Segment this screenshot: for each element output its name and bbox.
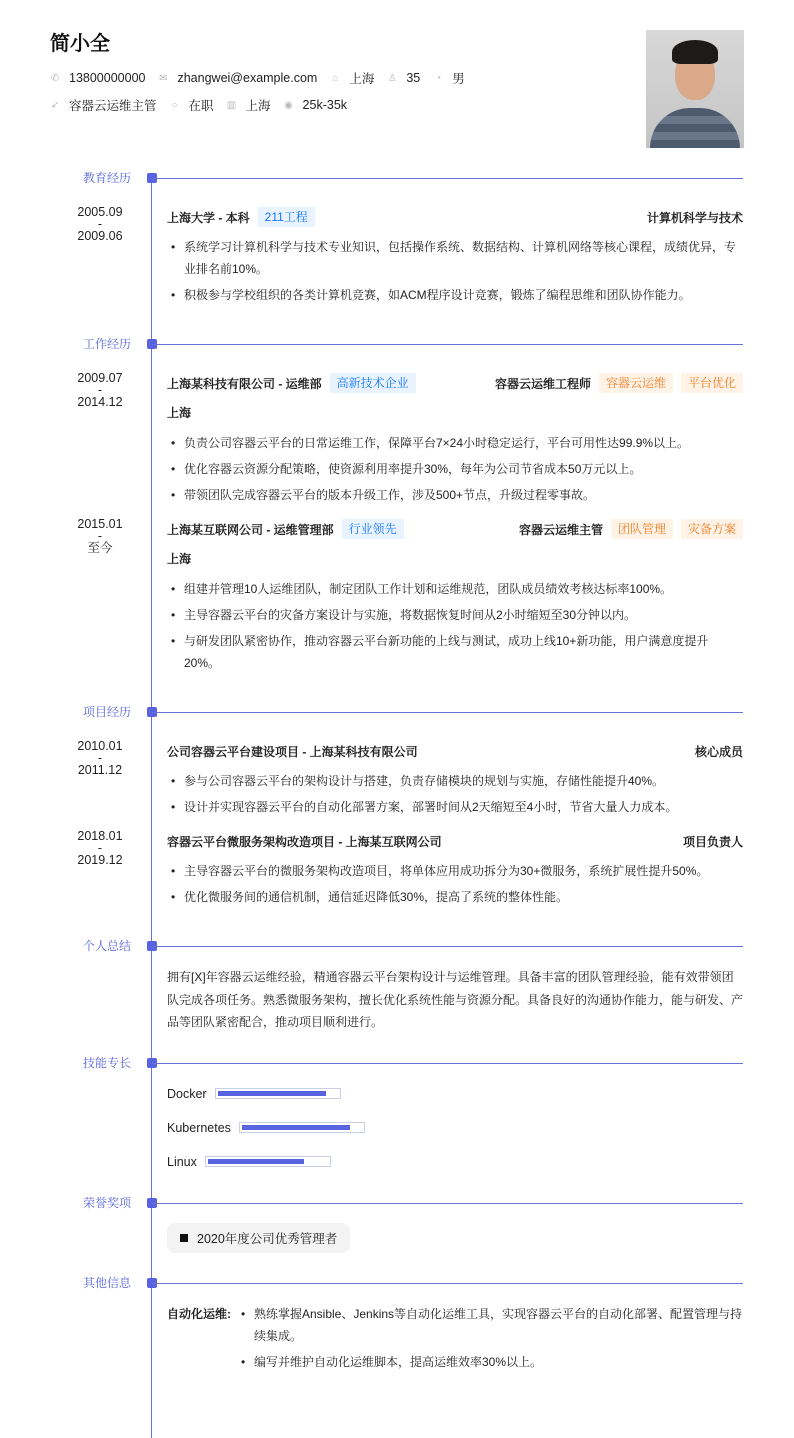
summary-text: 拥有[X]年容器云运维经验，精通容器云平台架构设计与运维管理。具备丰富的团队管理经验，能有效带领团队完成各项任务。熟悉微服务架构，擅长优化系统性能与资源分配。具备良好的沟通协作能力，能与研发、产品等团队紧密配合，推动项目顺利进行。 [167, 970, 744, 1029]
section-title: 个人总结 [83, 939, 132, 953]
section-education [0, 168, 794, 188]
honor-chip [167, 1223, 350, 1253]
building-icon: ▥ [226, 99, 237, 111]
divider [152, 1283, 743, 1284]
gender-icon: ◔ [435, 72, 442, 84]
work-entry [77, 371, 743, 506]
skill-bar-fill [242, 1125, 350, 1130]
education-entry [77, 205, 743, 306]
role: 容器云运维工程师 [494, 376, 591, 391]
role-tag: 平台优化 [681, 373, 743, 393]
section-title: 技能专长 [83, 1055, 132, 1070]
date-range: 2009.07 - 2014.12 [77, 371, 123, 409]
role-tag: 容器云运维 [599, 373, 673, 393]
status-icon: ○ [171, 99, 178, 111]
phone-icon: ✆ [50, 72, 60, 84]
candidate-name: 简小全 [50, 33, 110, 55]
list-item: • 设计并实现容器云平台的自动化部署方案，部署时间从2天缩短至4小时，节省大量人力成本。 [167, 796, 743, 818]
skill-bar [215, 1088, 341, 1099]
salary-icon: ◉ [284, 99, 293, 111]
skill-name: Linux [167, 1154, 197, 1169]
date-range: 2010.01 - 2011.12 [77, 739, 123, 777]
list-item: • 组建并管理10人运维团队，制定团队工作计划和运维规范，团队成员绩效考核达标率100%。 [167, 578, 743, 600]
skill-bar-fill [208, 1159, 304, 1164]
position: 容器云运维主管 [69, 99, 157, 113]
project-entry [77, 829, 743, 908]
section-title: 其他信息 [83, 1275, 132, 1290]
company-tag: 高新技术企业 [330, 373, 416, 393]
list-item: • 积极参与学校组织的各类计算机竞赛，如ACM程序设计竞赛，锻炼了编程思维和团队协作能力。 [167, 284, 743, 306]
date-range: 2018.01 - 2019.12 [77, 829, 123, 867]
company: 上海某互联网公司 - 运维管理部 [167, 522, 334, 537]
section-projects [0, 702, 794, 722]
divider [152, 712, 743, 713]
other-label: 自动化运维: [167, 1306, 231, 1321]
project-role: 核心成员 [694, 744, 743, 759]
section-honors [0, 1193, 794, 1213]
divider [152, 344, 743, 345]
section-skills [0, 1053, 794, 1073]
age: 35 [406, 71, 421, 85]
date-range: 2015.01 - 至今 [77, 517, 123, 555]
role-tag: 灾备方案 [681, 519, 743, 539]
skill-bar-fill [218, 1091, 326, 1096]
role-tag: 团队管理 [611, 519, 673, 539]
home-icon: ⌂ [332, 72, 339, 84]
list-item: • 负责公司容器云平台的日常运维工作，保障平台7×24小时稳定运行，平台可用性达99.9%以上。 [167, 432, 743, 454]
divider [152, 946, 743, 947]
role: 容器云运维主管 [518, 522, 603, 537]
skill-item [167, 1117, 743, 1139]
contact-row [50, 68, 478, 88]
skill-bar [239, 1122, 365, 1133]
list-item: • 优化容器云资源分配策略，使资源利用率提升30%，每年为公司节省成本50万元以上。 [167, 458, 743, 480]
honor-label: 2020年度公司优秀管理者 [197, 1231, 338, 1246]
skill-bar [205, 1156, 331, 1167]
section-title: 荣誉奖项 [83, 1195, 132, 1210]
email: zhangwei@example.com [177, 71, 318, 85]
other-info [167, 1303, 743, 1377]
skill-item [167, 1083, 743, 1105]
mail-icon: ✉ [159, 72, 168, 84]
school: 上海大学 - 本科 [167, 210, 250, 225]
send-icon: ➶ [50, 99, 60, 111]
expected-city: 上海 [245, 99, 271, 113]
skill-item [167, 1151, 743, 1173]
status: 在职 [188, 99, 214, 113]
list-item: • 系统学习计算机科学与技术专业知识，包括操作系统、数据结构、计算机网络等核心课程，成绩优异，专业排名前10%。 [167, 236, 743, 280]
divider [152, 1203, 743, 1204]
list-item: • 带领团队完成容器云平台的版本升级工作，涉及500+节点，升级过程零事故。 [167, 484, 743, 506]
square-bullet-icon [180, 1234, 188, 1242]
divider [152, 178, 743, 179]
list-item: • 参与公司容器云平台的架构设计与搭建，负责存储模块的规划与实施，存储性能提升40%。 [167, 770, 743, 792]
school-tag: 211工程 [258, 207, 315, 227]
list-item: • 编写并维护自动化运维脚本，提高运维效率30%以上。 [237, 1351, 743, 1373]
section-other [0, 1273, 794, 1293]
list-item: • 熟练掌握Ansible、Jenkins等自动化运维工具，实现容器云平台的自动化部署、配置管理与持续集成。 [237, 1303, 743, 1347]
project-entry [77, 739, 743, 818]
skill-name: Docker [167, 1086, 207, 1101]
divider [152, 1063, 743, 1064]
project-role: 项目负责人 [682, 834, 743, 849]
section-work [0, 334, 794, 354]
avatar-photo [646, 30, 744, 148]
location: 上海 [167, 552, 192, 566]
section-title: 教育经历 [83, 171, 132, 185]
date-range: 2005.09 - 2009.06 [77, 205, 123, 243]
list-item: • 优化微服务间的通信机制，通信延迟降低30%，提高了系统的整体性能。 [167, 886, 743, 908]
project-name: 容器云平台微服务架构改造项目 - 上海某互联网公司 [167, 834, 442, 849]
age-icon: ♙ [387, 72, 397, 84]
list-item: • 主导容器云平台的微服务架构改造项目，将单体应用成功拆分为30+微服务，系统扩展性提升50%。 [167, 860, 743, 882]
job-intent-row [50, 95, 360, 115]
section-summary [0, 936, 794, 956]
list-item: • 主导容器云平台的灾备方案设计与实施，将数据恢复时间从2小时缩短至30分钟以内。 [167, 604, 743, 626]
major: 计算机科学与技术 [646, 210, 743, 225]
skill-name: Kubernetes [167, 1120, 231, 1135]
city: 上海 [349, 72, 375, 86]
location: 上海 [167, 406, 192, 420]
work-entry [77, 517, 743, 674]
list-item: • 与研发团队紧密协作，推动容器云平台新功能的上线与测试，成功上线10+新功能，用户满意度提升20%。 [167, 630, 743, 674]
salary: 25k-35k [302, 98, 348, 112]
project-name: 公司容器云平台建设项目 - 上海某科技有限公司 [167, 744, 418, 759]
section-title: 项目经历 [83, 705, 132, 719]
phone: 13800000000 [69, 71, 146, 85]
skills-list [167, 1083, 743, 1173]
section-title: 工作经历 [83, 337, 132, 351]
gender: 男 [452, 72, 465, 86]
company: 上海某科技有限公司 - 运维部 [167, 376, 322, 391]
company-tag: 行业领先 [342, 519, 404, 539]
